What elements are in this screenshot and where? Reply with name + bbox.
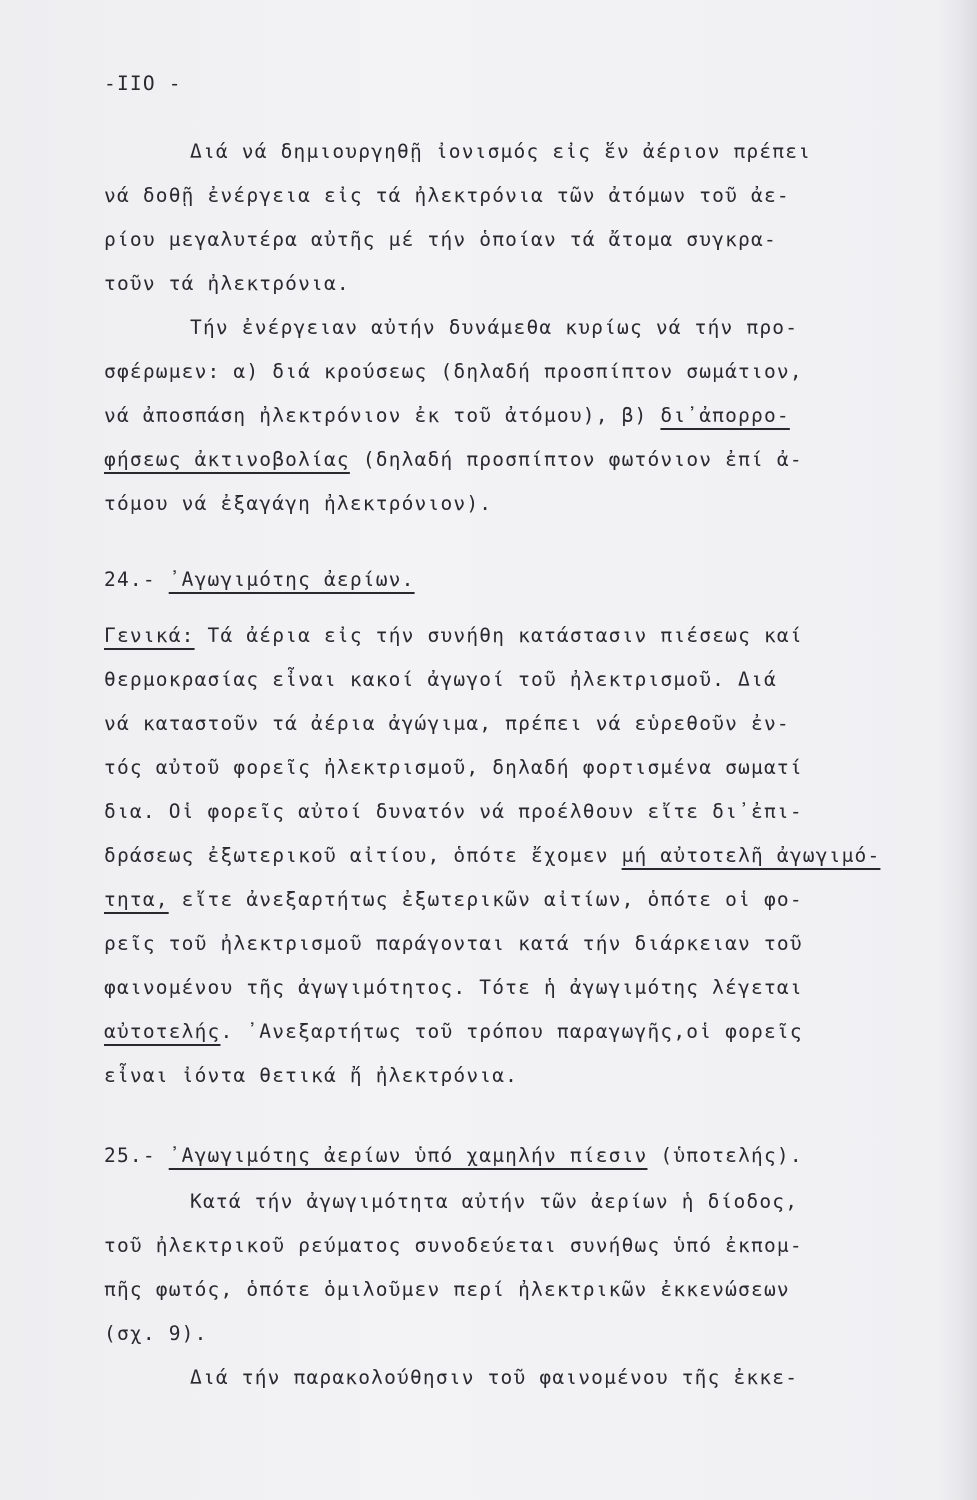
text-segment: Τά ἀέρια εἰς τήν συνήθη κατάστασιν πιέσεως καί (194, 624, 803, 647)
underlined-term: μή αὐτοτελῆ ἀγωγιμό- (621, 844, 881, 867)
underlined-term: τητα, (104, 888, 169, 911)
text-line-8 (104, 448, 937, 471)
underlined-term: αὐτοτελής (104, 1020, 221, 1043)
section-number: 24.- (104, 568, 169, 591)
underlined-term: Γενικά: (104, 624, 195, 647)
page-edge-shadow (937, 0, 977, 1500)
underlined-term: φήσεως ἀκτινοβολίας (104, 448, 350, 471)
page-number: -IIO - (104, 72, 182, 95)
section-title: ᾿Αγωγιμότης ἀερίων ὑπό χαμηλήν πίεσιν (168, 1144, 648, 1167)
text-line-17 (104, 888, 937, 911)
text-line-18: ρεῖς τοῦ ἠλεκτρισμοῦ παράγονται κατά τήν διάρκειαν τοῦ (104, 932, 803, 955)
section-heading-24 (104, 568, 937, 591)
text-line-27: Διά τήν παρακολούθησιν τοῦ φαινομένου τῆς ἐκκε- (190, 1366, 799, 1389)
text-segment: (δηλαδή προσπίπτον φωτόνιον ἐπί ἀ- (349, 448, 803, 471)
text-line-14: τός αὐτοῦ φορεῖς ἠλεκτρισμοῦ, δηλαδή φορτισμένα σωματί (104, 756, 803, 779)
text-line-19: φαινομένου τῆς ἀγωγιμότητος. Τότε ἡ ἀγωγιμότης λέγεται (104, 976, 803, 999)
text-line-20 (104, 1020, 937, 1043)
text-line-21: εἶναι ἰόντα θετικά ἤ ἠλεκτρόνια. (104, 1064, 519, 1087)
section-number: 25.- (104, 1144, 169, 1167)
text-line-11 (104, 624, 937, 647)
text-segment: εἴτε ἀνεξαρτήτως ἐξωτερικῶν αἰτίων, ὁπότε οἱ φο- (168, 888, 803, 911)
text-line-25: πῆς φωτός, ὁπότε ὁμιλοῦμεν περί ἠλεκτρικῶν ἐκκενώσεων (104, 1278, 790, 1301)
text-line-9: τόμου νά ἐξαγάγη ἠλεκτρόνιον). (104, 492, 493, 515)
text-line-7 (104, 404, 937, 427)
text-line-16 (104, 844, 937, 867)
text-line-5: Τήν ἐνέργειαν αὐτήν δυνάμεθα κυρίως νά τήν προ- (190, 316, 799, 339)
text-line-13: νά καταστοῦν τά ἀέρια ἀγώγιμα, πρέπει νά εὑρεθοῦν ἐν- (104, 712, 790, 735)
text-line-12: θερμοκρασίας εἶναι κακοί ἀγωγοί τοῦ ἠλεκτρισμοῦ. Διά (104, 668, 777, 691)
text-line-3: ρίου μεγαλυτέρα αὐτῆς μέ τήν ὁποίαν τά ἄτομα συγκρα- (104, 228, 777, 251)
text-segment: νά ἀποσπάση ἠλεκτρόνιον ἐκ τοῦ ἀτόμου), β) (104, 404, 661, 427)
underlined-term: δι᾿ἀπορρο- (660, 404, 790, 427)
text-line-2: νά δοθῇ ἐνέργεια εἰς τά ἠλεκτρόνια τῶν ἀτόμων τοῦ ἀε- (104, 184, 790, 207)
text-line-24: τοῦ ἠλεκτρικοῦ ρεύματος συνοδεύεται συνήθως ὑπό ἐκπομ- (104, 1234, 803, 1257)
text-line-6: σφέρωμεν: α) διά κρούσεως (δηλαδή προσπίπτον σωμάτιον, (104, 360, 803, 383)
text-segment: δράσεως ἐξωτερικοῦ αἰτίου, ὁπότε ἔχομεν (104, 844, 622, 867)
text-segment: . ᾿Ανεξαρτήτως τοῦ τρόπου παραγωγῆς,οἱ φορεῖς (220, 1020, 803, 1043)
section-heading-25 (104, 1144, 937, 1167)
text-line-23: Κατά τήν ἀγωγιμότητα αὐτήν τῶν ἀερίων ἡ δίοδος, (190, 1190, 799, 1213)
text-line-26: (σχ. 9). (104, 1322, 208, 1345)
text-line-4: τοῦν τά ἠλεκτρόνια. (104, 272, 350, 295)
section-qualifier: (ὑποτελής). (647, 1144, 803, 1167)
section-title: ᾿Αγωγιμότης ἀερίων. (168, 568, 415, 591)
text-line-1: Διά νά δημιουργηθῇ ἰονισμός εἰς ἕν ἀέριον πρέπει (190, 140, 812, 163)
text-line-15: δια. Οἱ φορεῖς αὐτοί δυνατόν νά προέλθουν εἴτε δι᾿ἐπι- (104, 800, 803, 823)
